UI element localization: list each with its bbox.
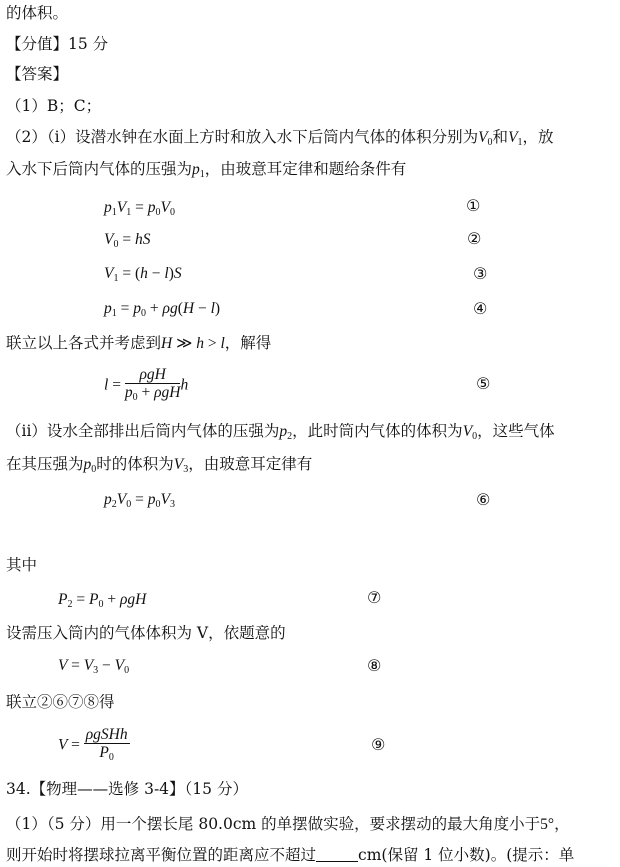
- equation: $V_1 = (h - l)S$: [104, 265, 182, 284]
- answer-part1: [6, 96, 101, 116]
- text-line: [6, 454, 312, 480]
- text-line: [6, 692, 115, 712]
- text-line: [6, 845, 574, 865]
- fraction: $\frac{\text{ρgSHh}}{P_0}$: [85, 726, 128, 763]
- equation-marker: ③: [473, 264, 488, 283]
- answer-heading: [6, 64, 68, 84]
- paragraph-text: ，解得: [224, 334, 272, 352]
- score-label: 【分值】15 分: [6, 35, 109, 53]
- answer-label: 【答案】: [6, 65, 69, 83]
- paragraph-text: 和: [492, 128, 509, 146]
- equation-marker: ②: [467, 229, 482, 248]
- paragraph-text: ，: [554, 815, 570, 833]
- paragraph-text: 设需压入筒内的气体体积为 V，依题意的: [6, 624, 286, 642]
- text-line: [6, 623, 286, 643]
- equation: $P_2 = P_0 + \rho gH$: [58, 591, 147, 610]
- section-heading-text: 34.【物理——选修 3-4】（15 分）: [6, 780, 248, 798]
- text-line: [6, 3, 68, 23]
- paragraph-text: （ii）设水全部排出后筒内气体的压强为: [6, 422, 280, 440]
- equation-marker: ⑤: [476, 374, 491, 393]
- paragraph-text: cm(保留 1 位小数)。(提示：单: [358, 846, 575, 864]
- paragraph-text: 联立②⑥⑦⑧得: [6, 693, 115, 711]
- answer-part1-text: （1）B；C；: [6, 97, 102, 115]
- text-line: [6, 555, 37, 575]
- paragraph-text: 时的体积为: [96, 455, 174, 473]
- fraction: $\frac{\text{ρgH}}{p_0 + \rho gH}$: [124, 366, 181, 403]
- equation-marker: ①: [466, 196, 481, 215]
- answer-blank[interactable]: [316, 861, 358, 862]
- angle-value: 5°: [540, 816, 555, 833]
- text-line: [6, 159, 406, 185]
- math-condition: H ≫ h > l: [161, 335, 225, 352]
- math-v0: $V_0$: [462, 423, 478, 442]
- section-heading: [6, 779, 248, 799]
- paragraph-text: 其中: [6, 556, 38, 574]
- math-v0: $V_0$: [478, 129, 493, 148]
- paragraph-text: ，由玻意耳定律有: [188, 455, 313, 473]
- math-p1: $p_1$: [192, 161, 205, 180]
- math-p0: $p_0$: [83, 456, 97, 475]
- math-v3: $V_3$: [173, 456, 189, 475]
- equation: $V_0$ = hS: [104, 231, 151, 250]
- paragraph-text: 在其压强为: [6, 455, 84, 473]
- paragraph-text: ，放: [522, 128, 554, 146]
- text-line: [6, 814, 570, 835]
- math-p2: $p_2$: [279, 423, 293, 442]
- text-line: [6, 127, 554, 153]
- equation: V = $\frac{\text{ρgSHh}}{P_0}$: [58, 726, 130, 766]
- equation: $p_2V_0 = p_0V_3$: [104, 491, 175, 510]
- paragraph-text: （1）（5 分）用一个摆长尾 80.0cm 的单摆做实验，要求摆动的最大角度小于: [6, 815, 541, 833]
- math-v1: $V_1$: [508, 129, 523, 148]
- text-line: [6, 333, 271, 354]
- equation: $p_1V_1 = p_0V_0$: [104, 199, 175, 218]
- equation-marker: ⑧: [367, 656, 382, 675]
- equation: $p_1 = p_0 + \rho g(H - l)$: [104, 300, 221, 319]
- paragraph-text: 入水下后筒内气体的压强为: [6, 160, 193, 178]
- equation-marker: ⑨: [371, 735, 386, 754]
- paragraph-text: （2）（i）设潜水钟在水面上方时和放入水下后筒内气体的体积分别为: [6, 128, 479, 146]
- paragraph-text: ，此时筒内气体的体积为: [292, 422, 463, 440]
- equation-marker: ⑥: [476, 490, 491, 509]
- paragraph-text: 则开始时将摆球拉离平衡位置的距离应不超过: [6, 846, 317, 864]
- equation-marker: ⑦: [367, 588, 382, 607]
- paragraph-text: 联立以上各式并考虑到: [6, 334, 162, 352]
- paragraph-text: ，这些气体: [477, 422, 555, 440]
- equation: $V = V_3 - V_0$: [58, 657, 130, 676]
- text-line: [6, 421, 555, 447]
- paragraph-text: 的体积。: [6, 4, 69, 22]
- equation-marker: ④: [473, 299, 488, 318]
- paragraph-text: ，由玻意耳定律和题给条件有: [204, 160, 407, 178]
- score-line: [6, 34, 108, 54]
- equation: l = $\frac{\text{ρgH}}{p_0 + \rho gH}$ h: [104, 366, 188, 406]
